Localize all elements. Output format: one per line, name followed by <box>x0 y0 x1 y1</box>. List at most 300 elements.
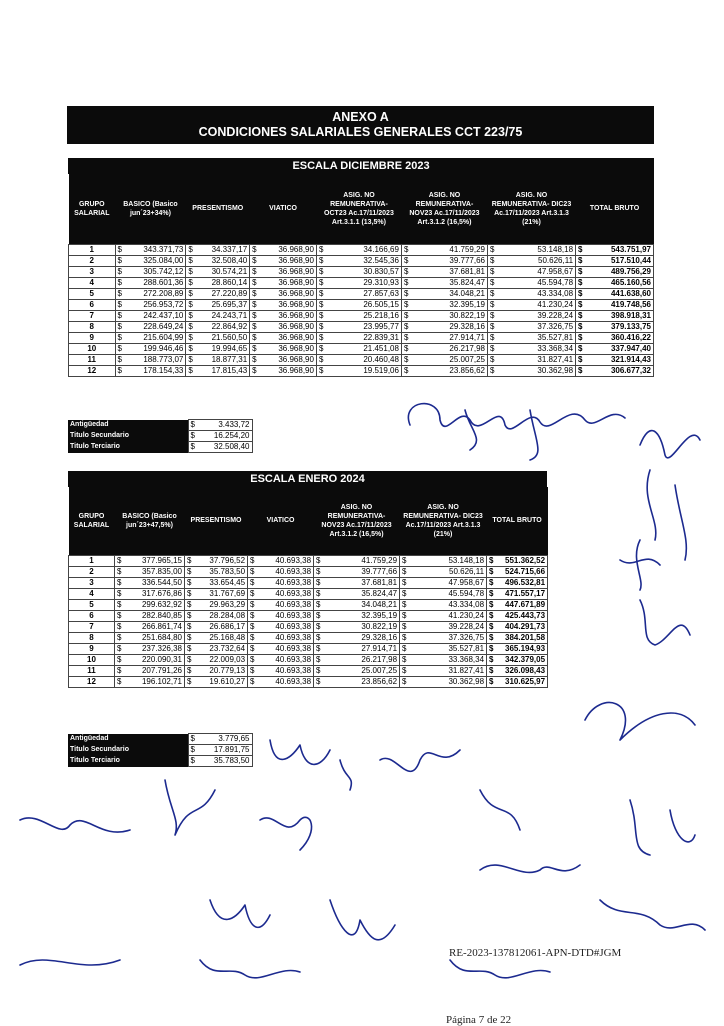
currency-symbol: $ <box>248 588 256 599</box>
currency-symbol: $ <box>400 654 408 665</box>
currency-symbol: $ <box>401 255 409 266</box>
currency-symbol: $ <box>115 577 123 588</box>
currency-symbol: $ <box>576 365 584 376</box>
currency-symbol: $ <box>314 621 322 632</box>
currency-symbol: $ <box>400 566 408 577</box>
value-cell: 36.968,90 <box>258 299 317 310</box>
total-cell: 419.748,56 <box>584 299 654 310</box>
value-cell: 36.968,90 <box>258 321 317 332</box>
currency-symbol: $ <box>487 643 495 654</box>
currency-symbol: $ <box>487 354 495 365</box>
value-cell: 19.994,65 <box>194 343 250 354</box>
value-cell: 266.861,74 <box>123 621 185 632</box>
currency-symbol: $ <box>487 332 495 343</box>
extra-label: Titulo Terciario <box>68 442 188 453</box>
value-cell: 26.505,15 <box>325 299 402 310</box>
currency-symbol: $ <box>487 599 495 610</box>
currency-symbol: $ <box>487 654 495 665</box>
dec2023-header-3: VIATICO <box>250 174 317 244</box>
value-cell: 45.594,78 <box>408 588 487 599</box>
currency-symbol: $ <box>115 266 123 277</box>
total-cell: 379.133,75 <box>584 321 654 332</box>
value-cell: 40.693,38 <box>256 654 314 665</box>
extra-value: 17.891,75 <box>196 745 252 756</box>
grupo-cell: 11 <box>69 354 116 365</box>
currency-symbol: $ <box>316 332 324 343</box>
value-cell: 336.544,50 <box>123 577 185 588</box>
currency-symbol: $ <box>250 332 258 343</box>
jan2024-header-1: BASICO (Basico jun´23+47,5%) <box>115 487 185 555</box>
grupo-cell: 3 <box>69 577 115 588</box>
value-cell: 29.963,29 <box>193 599 248 610</box>
value-cell: 30.830,57 <box>325 266 402 277</box>
currency-symbol: $ <box>115 632 123 643</box>
value-cell: 36.968,90 <box>258 266 317 277</box>
value-cell: 37.681,81 <box>322 577 400 588</box>
value-cell: 357.835,00 <box>123 566 185 577</box>
grupo-cell: 11 <box>69 665 115 676</box>
grupo-cell: 12 <box>69 365 116 376</box>
extra-label: Antigüedad <box>68 420 188 431</box>
currency-symbol: $ <box>487 266 495 277</box>
value-cell: 40.693,38 <box>256 577 314 588</box>
currency-symbol: $ <box>487 255 495 266</box>
value-cell: 34.048,21 <box>322 599 400 610</box>
currency-symbol: $ <box>188 431 196 442</box>
currency-symbol: $ <box>314 577 322 588</box>
value-cell: 17.815,43 <box>194 365 250 376</box>
currency-symbol: $ <box>314 610 322 621</box>
value-cell: 23.856,62 <box>410 365 488 376</box>
currency-symbol: $ <box>248 621 256 632</box>
currency-symbol: $ <box>316 310 324 321</box>
value-cell: 28.860,14 <box>194 277 250 288</box>
value-cell: 305.742,12 <box>123 266 186 277</box>
currency-symbol: $ <box>316 266 324 277</box>
currency-symbol: $ <box>576 343 584 354</box>
currency-symbol: $ <box>401 299 409 310</box>
currency-symbol: $ <box>487 555 495 566</box>
grupo-cell: 2 <box>69 255 116 266</box>
grupo-cell: 9 <box>69 643 115 654</box>
value-cell: 47.958,67 <box>496 266 576 277</box>
value-cell: 288.601,36 <box>123 277 186 288</box>
currency-symbol: $ <box>401 244 409 255</box>
dec2023-header-7: TOTAL BRUTO <box>576 174 654 244</box>
total-cell: 551.362,52 <box>495 555 548 566</box>
value-cell: 25.007,25 <box>410 354 488 365</box>
value-cell: 29.310,93 <box>325 277 402 288</box>
currency-symbol: $ <box>186 288 194 299</box>
currency-symbol: $ <box>115 277 123 288</box>
extra-value: 16.254,20 <box>196 431 252 442</box>
currency-symbol: $ <box>487 310 495 321</box>
value-cell: 41.759,29 <box>322 555 400 566</box>
total-cell: 425.443,73 <box>495 610 548 621</box>
currency-symbol: $ <box>186 266 194 277</box>
currency-symbol: $ <box>314 665 322 676</box>
currency-symbol: $ <box>250 266 258 277</box>
currency-symbol: $ <box>185 577 193 588</box>
total-cell: 441.638,60 <box>584 288 654 299</box>
currency-symbol: $ <box>115 255 123 266</box>
value-cell: 35.824,47 <box>322 588 400 599</box>
extra-value: 3.779,65 <box>196 734 252 745</box>
currency-symbol: $ <box>186 332 194 343</box>
currency-symbol: $ <box>185 599 193 610</box>
currency-symbol: $ <box>115 332 123 343</box>
page-number: Página 7 de 22 <box>446 1014 512 1026</box>
currency-symbol: $ <box>400 599 408 610</box>
value-cell: 35.824,47 <box>410 277 488 288</box>
value-cell: 228.649,24 <box>123 321 186 332</box>
currency-symbol: $ <box>250 321 258 332</box>
value-cell: 30.362,98 <box>408 676 487 687</box>
value-cell: 242.437,10 <box>123 310 186 321</box>
currency-symbol: $ <box>115 299 123 310</box>
jan2024-title: ESCALA ENERO 2024 <box>68 471 547 487</box>
value-cell: 317.676,86 <box>123 588 185 599</box>
value-cell: 28.284,08 <box>193 610 248 621</box>
grupo-cell: 5 <box>69 599 115 610</box>
currency-symbol: $ <box>487 588 495 599</box>
value-cell: 31.827,41 <box>408 665 487 676</box>
grupo-cell: 10 <box>69 654 115 665</box>
value-cell: 27.857,63 <box>325 288 402 299</box>
value-cell: 43.334,08 <box>496 288 576 299</box>
currency-symbol: $ <box>316 255 324 266</box>
currency-symbol: $ <box>487 244 495 255</box>
currency-symbol: $ <box>115 365 123 376</box>
currency-symbol: $ <box>115 621 123 632</box>
currency-symbol: $ <box>115 676 123 687</box>
currency-symbol: $ <box>487 299 495 310</box>
total-cell: 404.291,73 <box>495 621 548 632</box>
currency-symbol: $ <box>487 676 495 687</box>
value-cell: 47.958,67 <box>408 577 487 588</box>
value-cell: 36.968,90 <box>258 365 317 376</box>
value-cell: 188.773,07 <box>123 354 186 365</box>
value-cell: 34.166,69 <box>325 244 402 255</box>
currency-symbol: $ <box>400 643 408 654</box>
currency-symbol: $ <box>248 665 256 676</box>
grupo-cell: 9 <box>69 332 116 343</box>
total-cell: 384.201,58 <box>495 632 548 643</box>
value-cell: 26.686,17 <box>193 621 248 632</box>
dec2023-header-1: BASICO (Basico jun´23+34%) <box>115 174 186 244</box>
currency-symbol: $ <box>185 610 193 621</box>
value-cell: 29.328,16 <box>322 632 400 643</box>
grupo-cell: 8 <box>69 321 116 332</box>
value-cell: 35.527,81 <box>496 332 576 343</box>
dec2023-header-6: ASIG. NO REMUNERATIVA- DIC23 Ac.17/11/2023 Art.3.1.3 (21%) <box>487 174 575 244</box>
value-cell: 32.395,19 <box>322 610 400 621</box>
dec2023-header-2: PRESENTISMO <box>186 174 250 244</box>
currency-symbol: $ <box>576 354 584 365</box>
currency-symbol: $ <box>576 310 584 321</box>
grupo-cell: 3 <box>69 266 116 277</box>
value-cell: 325.084,00 <box>123 255 186 266</box>
currency-symbol: $ <box>115 610 123 621</box>
value-cell: 33.368,34 <box>496 343 576 354</box>
value-cell: 39.777,66 <box>410 255 488 266</box>
currency-symbol: $ <box>401 321 409 332</box>
value-cell: 36.968,90 <box>258 244 317 255</box>
currency-symbol: $ <box>401 266 409 277</box>
value-cell: 40.693,38 <box>256 555 314 566</box>
value-cell: 36.968,90 <box>258 255 317 266</box>
total-cell: 321.914,43 <box>584 354 654 365</box>
currency-symbol: $ <box>115 288 123 299</box>
value-cell: 20.460,48 <box>325 354 402 365</box>
value-cell: 36.968,90 <box>258 354 317 365</box>
currency-symbol: $ <box>576 255 584 266</box>
jan2024-header-3: VIATICO <box>248 487 314 555</box>
value-cell: 25.007,25 <box>322 665 400 676</box>
value-cell: 35.783,50 <box>193 566 248 577</box>
extra-value: 3.433,72 <box>196 420 252 431</box>
currency-symbol: $ <box>316 321 324 332</box>
total-cell: 398.918,31 <box>584 310 654 321</box>
currency-symbol: $ <box>487 621 495 632</box>
value-cell: 33.654,45 <box>193 577 248 588</box>
value-cell: 37.681,81 <box>410 266 488 277</box>
value-cell: 27.220,89 <box>194 288 250 299</box>
value-cell: 36.968,90 <box>258 310 317 321</box>
value-cell: 237.326,38 <box>123 643 185 654</box>
value-cell: 377.965,15 <box>123 555 185 566</box>
value-cell: 41.230,24 <box>408 610 487 621</box>
currency-symbol: $ <box>115 588 123 599</box>
currency-symbol: $ <box>316 244 324 255</box>
currency-symbol: $ <box>248 555 256 566</box>
value-cell: 251.684,80 <box>123 632 185 643</box>
currency-symbol: $ <box>115 321 123 332</box>
extra-value: 35.783,50 <box>196 756 252 767</box>
total-cell: 447.671,89 <box>495 599 548 610</box>
value-cell: 31.767,69 <box>193 588 248 599</box>
grupo-cell: 7 <box>69 621 115 632</box>
currency-symbol: $ <box>401 343 409 354</box>
currency-symbol: $ <box>248 577 256 588</box>
value-cell: 22.864,92 <box>194 321 250 332</box>
currency-symbol: $ <box>115 643 123 654</box>
grupo-cell: 8 <box>69 632 115 643</box>
currency-symbol: $ <box>576 266 584 277</box>
value-cell: 36.968,90 <box>258 332 317 343</box>
jan2024-header-6: TOTAL BRUTO <box>487 487 548 555</box>
currency-symbol: $ <box>115 654 123 665</box>
currency-symbol: $ <box>400 610 408 621</box>
value-cell: 18.877,31 <box>194 354 250 365</box>
value-cell: 26.217,98 <box>322 654 400 665</box>
value-cell: 23.995,77 <box>325 321 402 332</box>
grupo-cell: 7 <box>69 310 116 321</box>
currency-symbol: $ <box>314 632 322 643</box>
currency-symbol: $ <box>401 365 409 376</box>
value-cell: 20.779,13 <box>193 665 248 676</box>
currency-symbol: $ <box>115 310 123 321</box>
currency-symbol: $ <box>185 566 193 577</box>
value-cell: 23.856,62 <box>322 676 400 687</box>
value-cell: 25.695,37 <box>194 299 250 310</box>
currency-symbol: $ <box>400 621 408 632</box>
grupo-cell: 10 <box>69 343 116 354</box>
value-cell: 36.968,90 <box>258 277 317 288</box>
currency-symbol: $ <box>185 621 193 632</box>
total-cell: 326.098,43 <box>495 665 548 676</box>
currency-symbol: $ <box>250 288 258 299</box>
currency-symbol: $ <box>250 310 258 321</box>
currency-symbol: $ <box>400 632 408 643</box>
value-cell: 37.796,52 <box>193 555 248 566</box>
currency-symbol: $ <box>487 288 495 299</box>
value-cell: 45.594,78 <box>496 277 576 288</box>
value-cell: 343.371,73 <box>123 244 186 255</box>
value-cell: 19.610,27 <box>193 676 248 687</box>
currency-symbol: $ <box>188 756 196 767</box>
value-cell: 256.953,72 <box>123 299 186 310</box>
currency-symbol: $ <box>188 734 196 745</box>
value-cell: 299.632,92 <box>123 599 185 610</box>
grupo-cell: 6 <box>69 610 115 621</box>
grupo-cell: 4 <box>69 588 115 599</box>
value-cell: 40.693,38 <box>256 588 314 599</box>
value-cell: 40.693,38 <box>256 632 314 643</box>
currency-symbol: $ <box>185 588 193 599</box>
total-cell: 337.947,40 <box>584 343 654 354</box>
currency-symbol: $ <box>314 566 322 577</box>
currency-symbol: $ <box>185 665 193 676</box>
dec2023-header-5: ASIG. NO REMUNERATIVA- NOV23 Ac.17/11/2023 Art.3.1.2 (16,5%) <box>401 174 487 244</box>
currency-symbol: $ <box>250 354 258 365</box>
currency-symbol: $ <box>250 343 258 354</box>
value-cell: 41.759,29 <box>410 244 488 255</box>
value-cell: 22.839,31 <box>325 332 402 343</box>
currency-symbol: $ <box>487 343 495 354</box>
currency-symbol: $ <box>115 599 123 610</box>
value-cell: 50.626,11 <box>408 566 487 577</box>
value-cell: 32.395,19 <box>410 299 488 310</box>
value-cell: 21.451,08 <box>325 343 402 354</box>
total-cell: 310.625,97 <box>495 676 548 687</box>
currency-symbol: $ <box>487 365 495 376</box>
value-cell: 215.604,99 <box>123 332 186 343</box>
dec2023-title: ESCALA DICIEMBRE 2023 <box>68 158 654 174</box>
currency-symbol: $ <box>186 354 194 365</box>
jan2024-header-4: ASIG. NO REMUNERATIVA- NOV23 Ac.17/11/2023 Art.3.1.2 (16,5%) <box>314 487 400 555</box>
currency-symbol: $ <box>487 665 495 676</box>
currency-symbol: $ <box>186 277 194 288</box>
currency-symbol: $ <box>186 299 194 310</box>
currency-symbol: $ <box>314 654 322 665</box>
currency-symbol: $ <box>316 365 324 376</box>
total-cell: 496.532,81 <box>495 577 548 588</box>
value-cell: 26.217,98 <box>410 343 488 354</box>
currency-symbol: $ <box>115 354 123 365</box>
jan2024-header-2: PRESENTISMO <box>185 487 248 555</box>
value-cell: 25.168,48 <box>193 632 248 643</box>
value-cell: 22.009,03 <box>193 654 248 665</box>
value-cell: 220.090,31 <box>123 654 185 665</box>
currency-symbol: $ <box>186 244 194 255</box>
currency-symbol: $ <box>487 577 495 588</box>
currency-symbol: $ <box>185 632 193 643</box>
currency-symbol: $ <box>248 632 256 643</box>
total-cell: 471.557,17 <box>495 588 548 599</box>
value-cell: 21.560,50 <box>194 332 250 343</box>
currency-symbol: $ <box>186 255 194 266</box>
value-cell: 27.914,71 <box>322 643 400 654</box>
currency-symbol: $ <box>401 354 409 365</box>
value-cell: 207.791,26 <box>123 665 185 676</box>
currency-symbol: $ <box>248 654 256 665</box>
value-cell: 40.693,38 <box>256 610 314 621</box>
value-cell: 36.968,90 <box>258 343 317 354</box>
value-cell: 29.328,16 <box>410 321 488 332</box>
currency-symbol: $ <box>316 288 324 299</box>
grupo-cell: 4 <box>69 277 116 288</box>
currency-symbol: $ <box>314 599 322 610</box>
value-cell: 196.102,71 <box>123 676 185 687</box>
jan2024-header-0: GRUPO SALARIAL <box>69 487 115 555</box>
currency-symbol: $ <box>185 676 193 687</box>
currency-symbol: $ <box>314 555 322 566</box>
grupo-cell: 12 <box>69 676 115 687</box>
currency-symbol: $ <box>186 310 194 321</box>
total-cell: 306.677,32 <box>584 365 654 376</box>
annex-subtitle: CONDICIONES SALARIALES GENERALES CCT 223/75 <box>198 125 523 139</box>
document-id: RE-2023-137812061-APN-DTD#JGM <box>449 947 622 959</box>
currency-symbol: $ <box>576 321 584 332</box>
value-cell: 30.822,19 <box>322 621 400 632</box>
currency-symbol: $ <box>186 365 194 376</box>
currency-symbol: $ <box>401 288 409 299</box>
value-cell: 24.243,71 <box>194 310 250 321</box>
total-cell: 524.715,66 <box>495 566 548 577</box>
value-cell: 39.228,24 <box>496 310 576 321</box>
currency-symbol: $ <box>401 332 409 343</box>
jan2024-header-5: ASIG. NO REMUNERATIVA- DIC23 Ac.17/11/2023 Art.3.1.3 (21%) <box>400 487 487 555</box>
total-cell: 465.160,56 <box>584 277 654 288</box>
value-cell: 31.827,41 <box>496 354 576 365</box>
total-cell: 489.756,29 <box>584 266 654 277</box>
currency-symbol: $ <box>250 365 258 376</box>
grupo-cell: 6 <box>69 299 116 310</box>
currency-symbol: $ <box>314 676 322 687</box>
currency-symbol: $ <box>314 643 322 654</box>
currency-symbol: $ <box>115 244 123 255</box>
value-cell: 272.208,89 <box>123 288 186 299</box>
grupo-cell: 1 <box>69 555 115 566</box>
value-cell: 40.693,38 <box>256 566 314 577</box>
currency-symbol: $ <box>400 577 408 588</box>
currency-symbol: $ <box>115 343 123 354</box>
value-cell: 40.693,38 <box>256 643 314 654</box>
value-cell: 39.228,24 <box>408 621 487 632</box>
currency-symbol: $ <box>400 555 408 566</box>
value-cell: 282.840,85 <box>123 610 185 621</box>
currency-symbol: $ <box>248 566 256 577</box>
currency-symbol: $ <box>316 343 324 354</box>
currency-symbol: $ <box>400 588 408 599</box>
currency-symbol: $ <box>250 244 258 255</box>
value-cell: 30.362,98 <box>496 365 576 376</box>
currency-symbol: $ <box>248 676 256 687</box>
currency-symbol: $ <box>316 299 324 310</box>
currency-symbol: $ <box>487 610 495 621</box>
currency-symbol: $ <box>400 676 408 687</box>
